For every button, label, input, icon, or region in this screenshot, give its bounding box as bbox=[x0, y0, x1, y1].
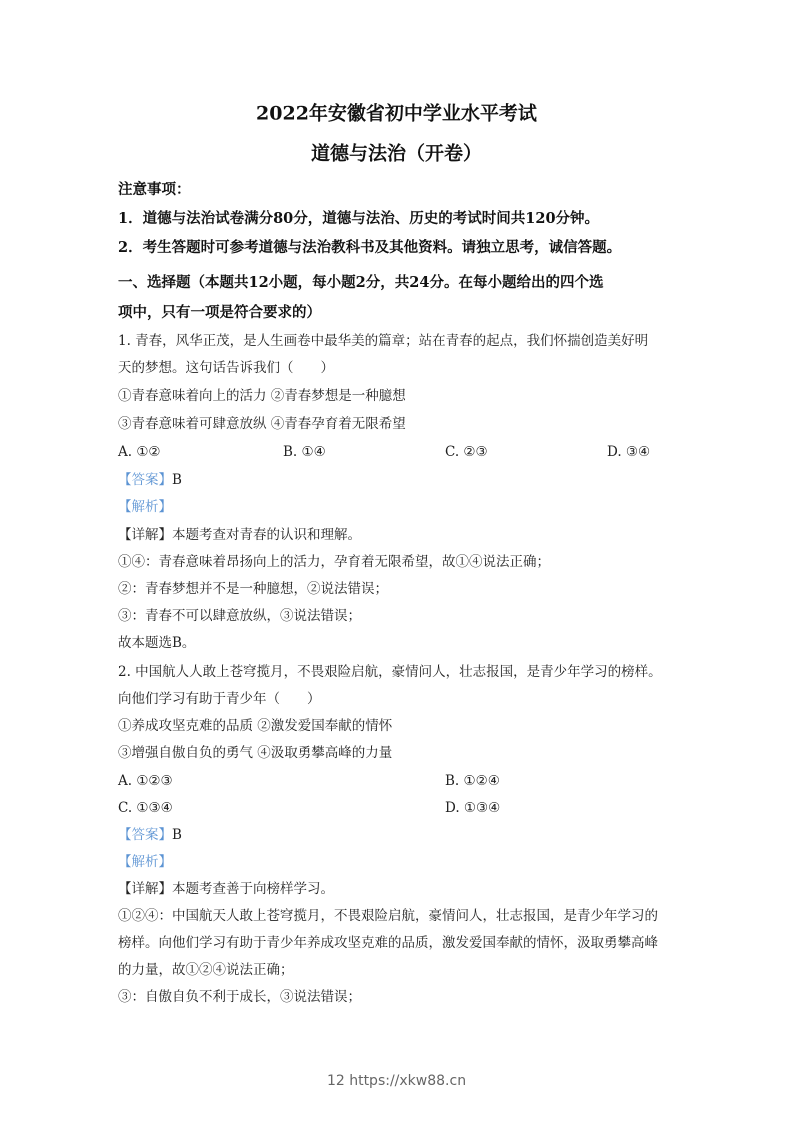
detail-line: 的力量，故①②④说法正确； bbox=[118, 962, 294, 978]
option-a: A. ①②③ bbox=[118, 773, 173, 789]
option-c: C. ②③ bbox=[445, 444, 488, 460]
analysis-label: 【解析】 bbox=[118, 499, 172, 515]
exam-title: 2022年安徽省初中学业水平考试 bbox=[256, 102, 537, 125]
answer-label: 【答案】 bbox=[118, 472, 172, 488]
detail-line: ③：自傲自负不利于成长，③说法错误； bbox=[118, 989, 361, 1005]
question-stem: 向他们学习有助于青少年（ ） bbox=[118, 691, 321, 707]
detail-line: 【详解】本题考查善于向榜样学习。 bbox=[118, 881, 334, 897]
detail-line: ③：青春不可以肆意放纵，③说法错误； bbox=[118, 608, 361, 624]
question-stem: 天的梦想。这句话告诉我们（ ） bbox=[118, 360, 334, 376]
question-statements: ①青春意味着向上的活力 ②青春梦想是一种臆想 bbox=[118, 388, 406, 404]
question-stem: 2. 中国航人人敢上苍穹揽月，不畏艰险启航，豪情问人，壮志报国，是青少年学习的榜样。 bbox=[118, 664, 662, 680]
detail-line: 榜样。向他们学习有助于青少年养成攻坚克难的品质，激发爱国奉献的情怀，汲取勇攀高峰 bbox=[118, 935, 658, 951]
section-heading: 项中，只有一项是符合要求的） bbox=[118, 304, 321, 321]
page-footer: 12 https://xkw88.cn bbox=[326, 1073, 467, 1089]
option-d: D. ①③④ bbox=[445, 800, 501, 816]
question-stem: 1. 青春，风华正茂，是人生画卷中最华美的篇章；站在青春的起点，我们怀揣创造美好明 bbox=[118, 333, 649, 349]
option-d: D. ③④ bbox=[607, 444, 651, 460]
detail-line: ①②④：中国航天人敢上苍穹揽月，不畏艰险启航，豪情问人，壮志报国，是青少年学习的 bbox=[118, 908, 658, 924]
question-statements: ③增强自傲自负的勇气 ④汲取勇攀高峰的力量 bbox=[118, 745, 393, 761]
notice-heading: 注意事项： bbox=[118, 181, 191, 198]
option-b: B. ①④ bbox=[283, 444, 326, 460]
question-statements: ①养成攻坚克难的品质 ②激发爱国奉献的情怀 bbox=[118, 718, 393, 734]
notice-item: 2．考生答题时可参考道德与法治教科书及其他资料。请独立思考，诚信答题。 bbox=[118, 239, 622, 256]
answer-label: 【答案】 bbox=[118, 827, 172, 843]
section-heading: 一、选择题（本题共12小题，每小题2分，共24分。在每小题给出的四个选 bbox=[118, 274, 604, 291]
detail-line: 【详解】本题考查对青春的认识和理解。 bbox=[118, 527, 361, 543]
answer-line bbox=[118, 826, 182, 844]
answer-line bbox=[118, 471, 182, 489]
detail-line: 故本题选B。 bbox=[118, 635, 196, 651]
exam-subtitle: 道德与法治（开卷） bbox=[310, 142, 482, 165]
answer-value: B bbox=[172, 472, 182, 488]
option-b: B. ①②④ bbox=[445, 773, 500, 789]
option-a: A. ①② bbox=[118, 444, 161, 460]
answer-value: B bbox=[172, 827, 182, 843]
analysis-label: 【解析】 bbox=[118, 854, 172, 870]
detail-line: ①④：青春意味着昂扬向上的活力，孕育着无限希望，故①④说法正确； bbox=[118, 554, 550, 570]
question-statements: ③青春意味着可肆意放纵 ④青春孕育着无限希望 bbox=[118, 416, 406, 432]
notice-item: 1．道德与法治试卷满分80分，道德与法治、历史的考试时间共120分钟。 bbox=[118, 210, 600, 227]
option-c: C. ①③④ bbox=[118, 800, 173, 816]
detail-line: ②：青春梦想并不是一种臆想，②说法错误； bbox=[118, 581, 388, 597]
